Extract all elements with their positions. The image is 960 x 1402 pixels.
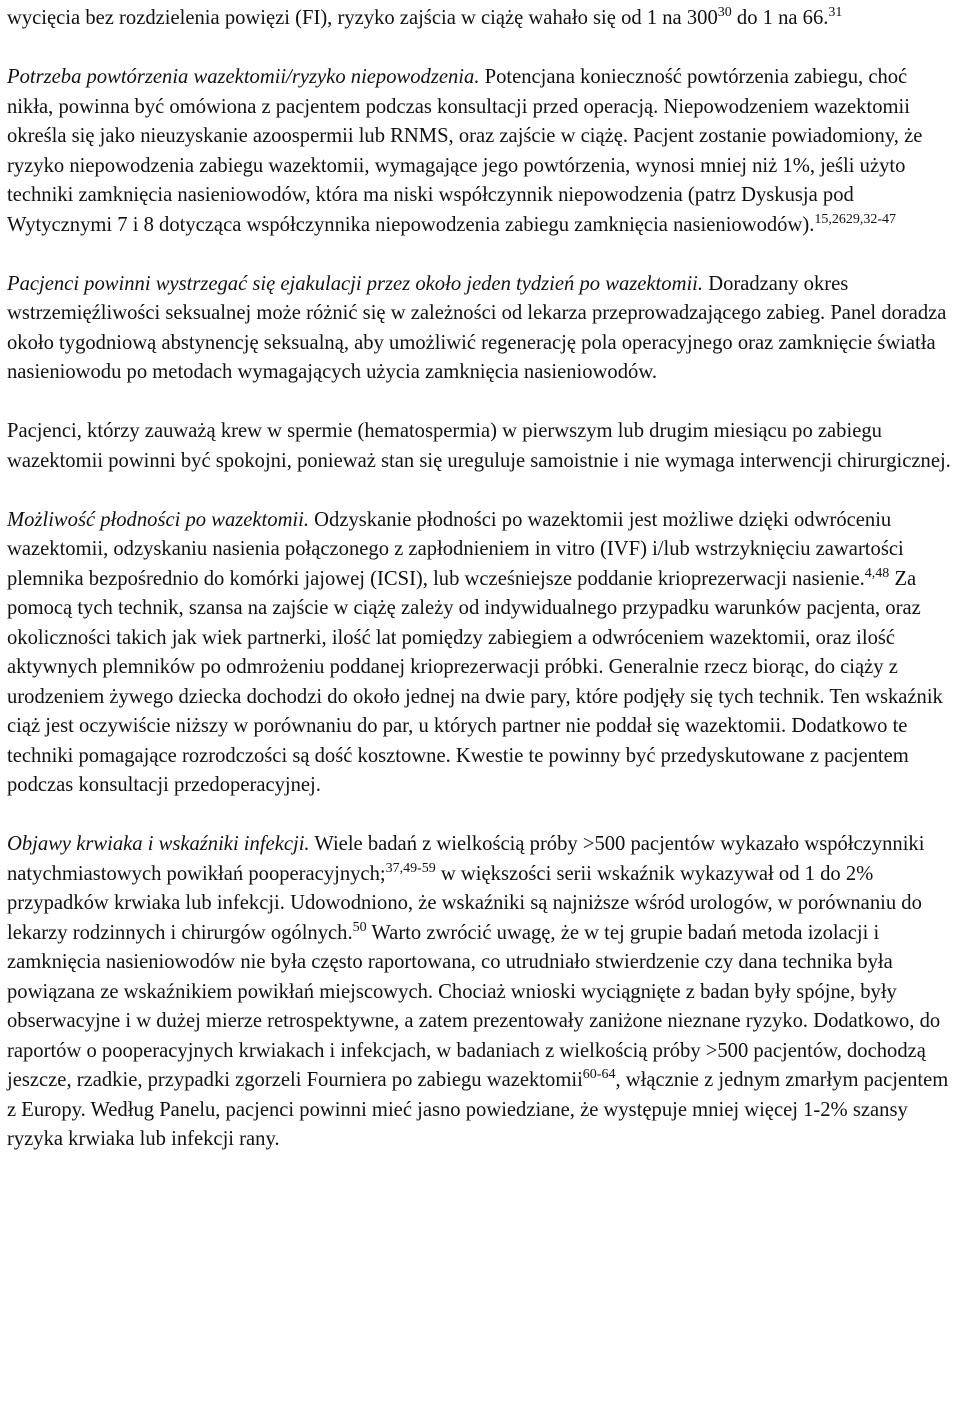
citation-superscript: 31 [828, 5, 843, 20]
body-text: Odzyskanie płodności po wazektomii jest możliwe dzięki odwróceniu wazektomii, odzyskaniu nasienia połączonego z zapłodnieniem in vitro (IVF) i/lub wstrzyknięciu zawartości plemnika bezpośrednio do komórki jajowej (ICSI), lub wcześniejsze poddanie krioprezerwacji nasienie. [7, 508, 904, 590]
paragraph-fertilization-risk [7, 4, 957, 34]
paragraph-fertility-after-vasectomy [7, 506, 957, 801]
body-text: wycięcia bez rozdzielenia powięzi (FI), ryzyko zajścia w ciążę wahało się od 1 na 300 [7, 7, 718, 29]
body-text: Doradzany okres wstrzemięźliwości seksualnej może różnić się w zależności od lekarza przeprowadzającego zabieg. Panel doradza około tygodniową abstynencję seksualną, aby umożliwić regenerację pola operacyjnego oraz zamknięcie światła nasieniowodu po metodach wymagających użycia zamknięcia nasieniowodów. [7, 272, 947, 383]
paragraph-ejaculation-abstinence [7, 270, 957, 388]
section-lead-heading: Potrzeba powtórzenia wazektomii/ryzyko niepowodzenia. [7, 66, 480, 88]
paragraph-hematospermia [7, 417, 957, 476]
citation-superscript: 15,2629,32-47 [814, 211, 897, 227]
citation-superscript: 60-64 [582, 1067, 616, 1082]
citation-superscript: 37,49-59 [385, 860, 436, 876]
body-text: do 1 na 66. [731, 7, 829, 29]
citation-superscript: 30 [717, 5, 732, 20]
body-text: Wiele badań z wielkością próby >500 pacjentów wykazało współczynniki natychmiastowych powikłań pooperacyjnych; [7, 833, 925, 885]
citation-superscript: 50 [352, 919, 367, 935]
body-text: Pacjenci, którzy zauważą krew w spermie (hematospermia) w pierwszym lub drugim miesiącu po zabiegu wazektomii powinni być spokojni, ponieważ stan się ureguluje samoistnie i nie wymaga interwencji chirurgicznej. [7, 420, 951, 472]
section-lead-heading: Możliwość płodności po wazektomii. [7, 508, 310, 531]
body-text: Potencjana konieczność powtórzenia zabiegu, choć nikła, powinna być omówiona z pacjentem podczas konsultacji przed operacją. Niepowodzeniem wazektomii określa się jako nieuzyskanie azoospermii lub RNMS, oraz zajście w ciążę. Pacjent zostanie powiadomiony, że ryzyko niepowodzenia zabiegu wazektomii, wymagające jego powtórzenia, wynosi mniej niż 1%, jeśli użyto techniki zamknięcia nasieniowodów, która ma niski współczynnik niepowodzenia (patrz Dyskusja pod Wytycznymi 7 i 8 dotycząca współczynnika niepowodzenia zabiegu zamknięcia nasieniowodów). [7, 66, 923, 236]
paragraph-repeat-vasectomy [7, 63, 957, 240]
body-text: Za pomocą tych technik, szansa na zajście w ciążę zależy od indywidualnego przypadku warunków pacjenta, oraz okoliczności takich jak wiek partnerki, ilość lat pomiędzy zabiegiem a odwróceniem wazektomii, oraz ilość aktywnych plemników po odmrożeniu poddanej krioprezerwacji próbki. Generalnie rzecz biorąc, do ciąży z urodzeniem żywego dziecka dochodzi do około jednej na dwie pary, które podjęły się tych technik. Ten wskaźnik ciąż jest oczywiście niższy w porównaniu do par, u których partner nie poddał się wazektomii. Dodatkowo te techniki pomagające rozrodczości są dość kosztowne. Kwestie te powinny być przedyskutowane z pacjentem podczas konsultacji przedoperacyjnej. [7, 567, 943, 796]
document-page [7, 4, 957, 1184]
body-text: Warto zwrócić uwagę, że w tej grupie badań metoda izolacji i zamknięcia nasieniowodów nie była często raportowana, co utrudniało stwierdzenie czy dana technika była powiązana ze wskaźnikiem powikłań miejscowych. Chociaż wnioski wyciągnięte z badan były spójne, były obserwacyjne i w dużej mierze retrospektywne, a zatem prezentowały zaniżone nieznane ryzyko. Dodatkowo, do raportów o pooperacyjnych krwiakach i infekcjach, w badaniach z wielkością próby >500 pacjentów, dochodzą jeszcze, rzadkie, przypadki zgorzeli Fourniera po zabiegu wazektomii [7, 921, 941, 1091]
section-lead-heading: Objawy krwiaka i wskaźniki infekcji. [7, 833, 310, 855]
citation-superscript: 4,48 [864, 565, 890, 581]
paragraph-hematoma-infection [7, 830, 957, 1155]
body-text: , włącznie z jednym zmarłym pacjentem z Europy. Według Panelu, pacjenci powinni mieć jasno powiedziane, że występuje mniej więcej 1-2% szansy ryzyka krwiaka lub infekcji rany. [7, 1069, 949, 1150]
body-text: w większości serii wskaźnik wykazywał od 1 do 2% przypadków krwiaka lub infekcji. Udowodniono, że wskaźniki są najniższe wśród urologów, w porównaniu do lekarzy rodzinnych i chirurgów ogólnych. [7, 862, 922, 944]
section-lead-heading: Pacjenci powinni wystrzegać się ejakulacji przez około jeden tydzień po wazektomii. [7, 272, 704, 295]
